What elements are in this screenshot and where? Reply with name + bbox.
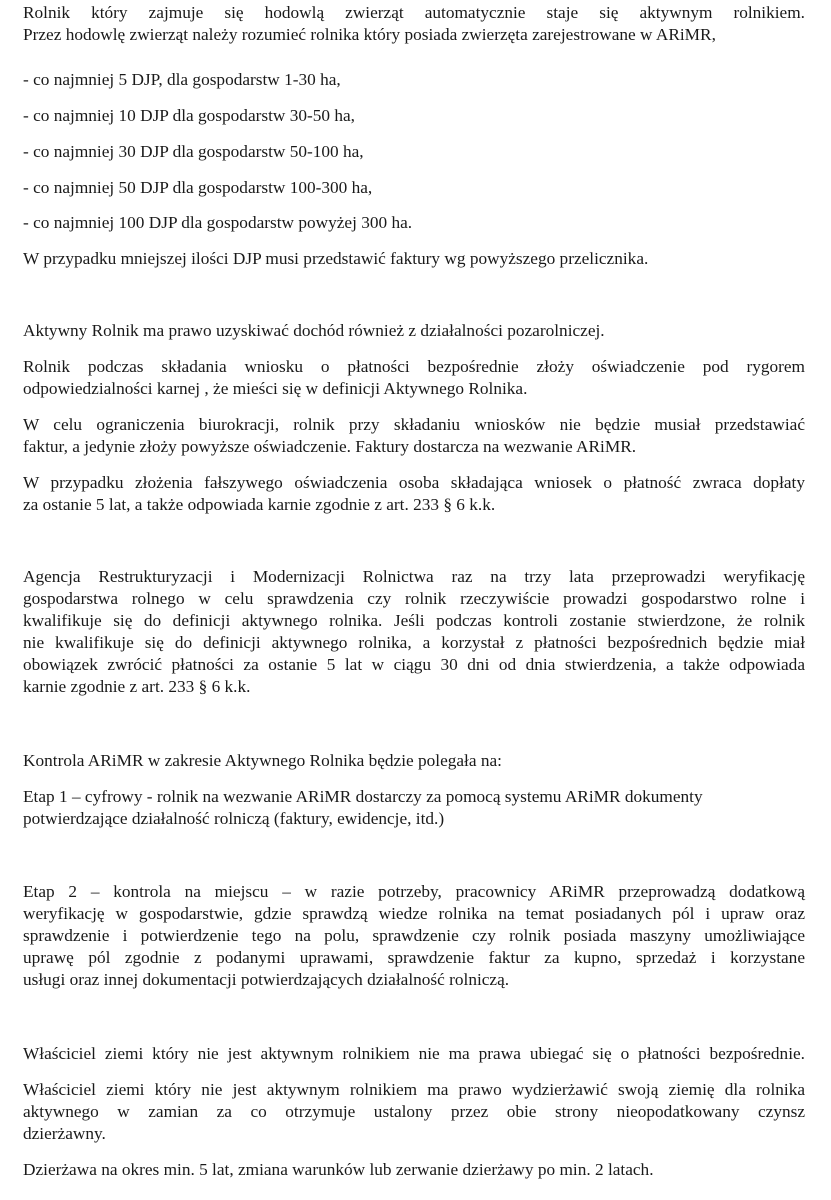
list-item-djp-4: - co najmniej 50 DJP dla gospodarstw 100-300 ha, xyxy=(23,178,373,197)
intro-line-1: Rolnik który zajmuje się hodowlą zwierząt automatycznie staje się aktywnym rolnikiem. xyxy=(23,3,805,22)
owner-lease-line-1: Właściciel ziemi który nie jest aktywnym rolnikiem ma prawo wydzierżawić swoją ziemię dla rolnika xyxy=(23,1080,805,1099)
paragraph-income: Aktywny Rolnik ma prawo uzyskiwać dochód również z działalności pozarolniczej. xyxy=(23,321,605,340)
verification-line-4: nie kwalifikuje się do definicji aktywnego rolnika, a korzystał z płatności bezpośrednich będzie miał xyxy=(23,633,805,652)
stage-2-line-3: sprawdzenie i potwierdzenie tego na polu, sprawdzenie czy rolnik posiada maszyny umożliwiające xyxy=(23,926,805,945)
verification-line-2: gospodarstwa rolnego w celu sprawdzenia czy rolnik rzeczywiście prowadzi gospodarstwo rolne i xyxy=(23,589,805,608)
owner-lease-line-3: dzierżawny. xyxy=(23,1124,106,1143)
paragraph-bureaucracy-line-2: faktur, a jedynie złoży powyższe oświadczenie. Faktury dostarcza na wezwanie ARiMR. xyxy=(23,437,637,456)
paragraph-declaration-line-1: Rolnik podczas składania wniosku o płatności bezpośrednie złoży oświadczenie pod rygorem xyxy=(23,357,805,376)
paragraph-false-declaration-line-2: za ostanie 5 lat, a także odpowiada karnie zgodnie z art. 233 § 6 k.k. xyxy=(23,495,496,514)
stage-2-line-4: uprawę pól zgodnie z podanymi uprawami, sprawdzenie faktur za kupno, sprzedaż i korzystane xyxy=(23,948,805,967)
list-item-djp-3: - co najmniej 30 DJP dla gospodarstw 50-100 ha, xyxy=(23,142,364,161)
owner-lease-line-2: aktywnego w zamian za co otrzymuje ustalony przez obie strony nieopodatkowany czynsz xyxy=(23,1102,805,1121)
paragraph-declaration-line-2: odpowiedzialności karnej , że mieści się w definicji Aktywnego Rolnika. xyxy=(23,379,528,398)
list-item-djp-2: - co najmniej 10 DJP dla gospodarstw 30-50 ha, xyxy=(23,106,355,125)
stage-2-line-1: Etap 2 – kontrola na miejscu – w razie potrzeby, pracownicy ARiMR przeprowadzą dodatkową xyxy=(23,882,805,901)
owner-no-payments: Właściciel ziemi który nie jest aktywnym rolnikiem nie ma prawa ubiegać się o płatności bezpośrednie. xyxy=(23,1044,805,1063)
verification-line-6: karnie zgodnie z art. 233 § 6 k.k. xyxy=(23,677,251,696)
stage-2-line-2: weryfikację w gospodarstwie, gdzie sprawdzą wiedze rolnika na temat posiadanych pól i upraw oraz xyxy=(23,904,805,923)
list-item-djp-1: - co najmniej 5 DJP, dla gospodarstw 1-30 ha, xyxy=(23,70,341,89)
verification-line-1: Agencja Restrukturyzacji i Modernizacji Rolnictwa raz na trzy lata przeprowadzi weryfikację xyxy=(23,567,805,586)
stage-2-line-5: usługi oraz innej dokumentacji potwierdzających działalność rolniczą. xyxy=(23,970,510,989)
stage-1-line-1: Etap 1 – cyfrowy - rolnik na wezwanie ARiMR dostarczy za pomocą systemu ARiMR dokumenty xyxy=(23,787,703,806)
verification-line-5: obowiązek zwrócić płatności za ostanie 5 lat w ciągu 30 dni od dnia stwierdzenia, a także odpowiada xyxy=(23,655,805,674)
control-heading: Kontrola ARiMR w zakresie Aktywnego Rolnika będzie polegała na: xyxy=(23,751,502,770)
djp-note: W przypadku mniejszej ilości DJP musi przedstawić faktury wg powyższego przelicznika. xyxy=(23,249,649,268)
list-item-djp-5: - co najmniej 100 DJP dla gospodarstw powyżej 300 ha. xyxy=(23,213,413,232)
verification-line-3: kwalifikuje się do definicji aktywnego rolnika. Jeśli podczas kontroli zostanie stwierdzone, że rolnik xyxy=(23,611,805,630)
paragraph-false-declaration-line-1: W przypadku złożenia fałszywego oświadczenia osoba składająca wniosek o płatność zwraca dopłaty xyxy=(23,473,805,492)
paragraph-bureaucracy-line-1: W celu ograniczenia biurokracji, rolnik przy składaniu wniosków nie będzie musiał przedstawiać xyxy=(23,415,805,434)
intro-line-2: Przez hodowlę zwierząt należy rozumieć rolnika który posiada zwierzęta zarejestrowane w ARiMR, xyxy=(23,25,716,44)
stage-1-line-2: potwierdzające działalność rolniczą (faktury, ewidencje, itd.) xyxy=(23,809,445,828)
lease-terms: Dzierżawa na okres min. 5 lat, zmiana warunków lub zerwanie dzierżawy po min. 2 latach. xyxy=(23,1160,654,1179)
